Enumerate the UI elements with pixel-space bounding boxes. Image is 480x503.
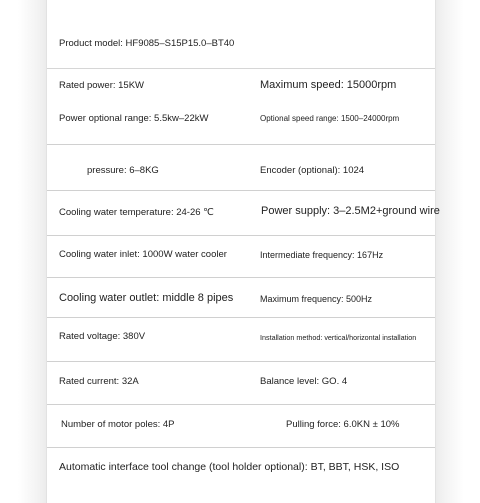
balance-level: Balance level: GO. 4 <box>260 376 348 387</box>
rated-voltage: Rated voltage: 380V <box>59 331 146 342</box>
power-supply: Power supply: 3–2.5M2+ground wire <box>261 205 440 217</box>
spec-row-cooling-inlet <box>47 235 435 278</box>
spec-row-cooling-outlet <box>47 277 435 318</box>
spec-row-cooling-temp <box>47 190 440 236</box>
motor-poles: Number of motor poles: 4P <box>61 419 175 430</box>
pulling-force: Pulling force: 6.0KN ± 10% <box>286 419 400 430</box>
maximum-speed: Maximum speed: 15000rpm <box>260 79 397 91</box>
spec-row-model <box>47 0 435 69</box>
spec-row-voltage <box>47 317 435 362</box>
pressure: pressure: 6–8KG <box>87 165 159 176</box>
optional-speed-range: Optional speed range: 1500–24000rpm <box>260 114 400 123</box>
installation-method: Installation method: vertical/horizontal installation <box>260 333 417 342</box>
spec-row-poles <box>47 404 435 448</box>
right-page-edge <box>435 0 464 503</box>
cooling-water-temperature: Cooling water temperature: 24-26 ℃ <box>59 207 214 218</box>
left-page-edge <box>18 0 47 503</box>
power-optional-range: Power optional range: 5.5kw–22kW <box>59 113 209 124</box>
rated-power: Rated power: 15KW <box>59 80 145 91</box>
product-model: Product model: HF9085–S15P15.0–BT40 <box>59 38 235 49</box>
cooling-water-inlet: Cooling water inlet: 1000W water cooler <box>59 249 227 260</box>
spec-sheet <box>47 0 440 503</box>
cooling-water-outlet: Cooling water outlet: middle 8 pipes <box>59 292 234 304</box>
encoder: Encoder (optional): 1024 <box>260 165 365 176</box>
automatic-interface: Automatic interface tool change (tool holder optional): BT, BBT, HSK, ISO <box>59 461 400 473</box>
maximum-frequency: Maximum frequency: 500Hz <box>260 294 373 304</box>
spec-row-power <box>47 68 435 145</box>
rated-current: Rated current: 32A <box>59 376 139 387</box>
spec-row-pressure <box>47 144 435 191</box>
intermediate-frequency: Intermediate frequency: 167Hz <box>260 250 384 260</box>
spec-row-interface <box>47 447 435 492</box>
spec-row-current <box>47 361 435 405</box>
